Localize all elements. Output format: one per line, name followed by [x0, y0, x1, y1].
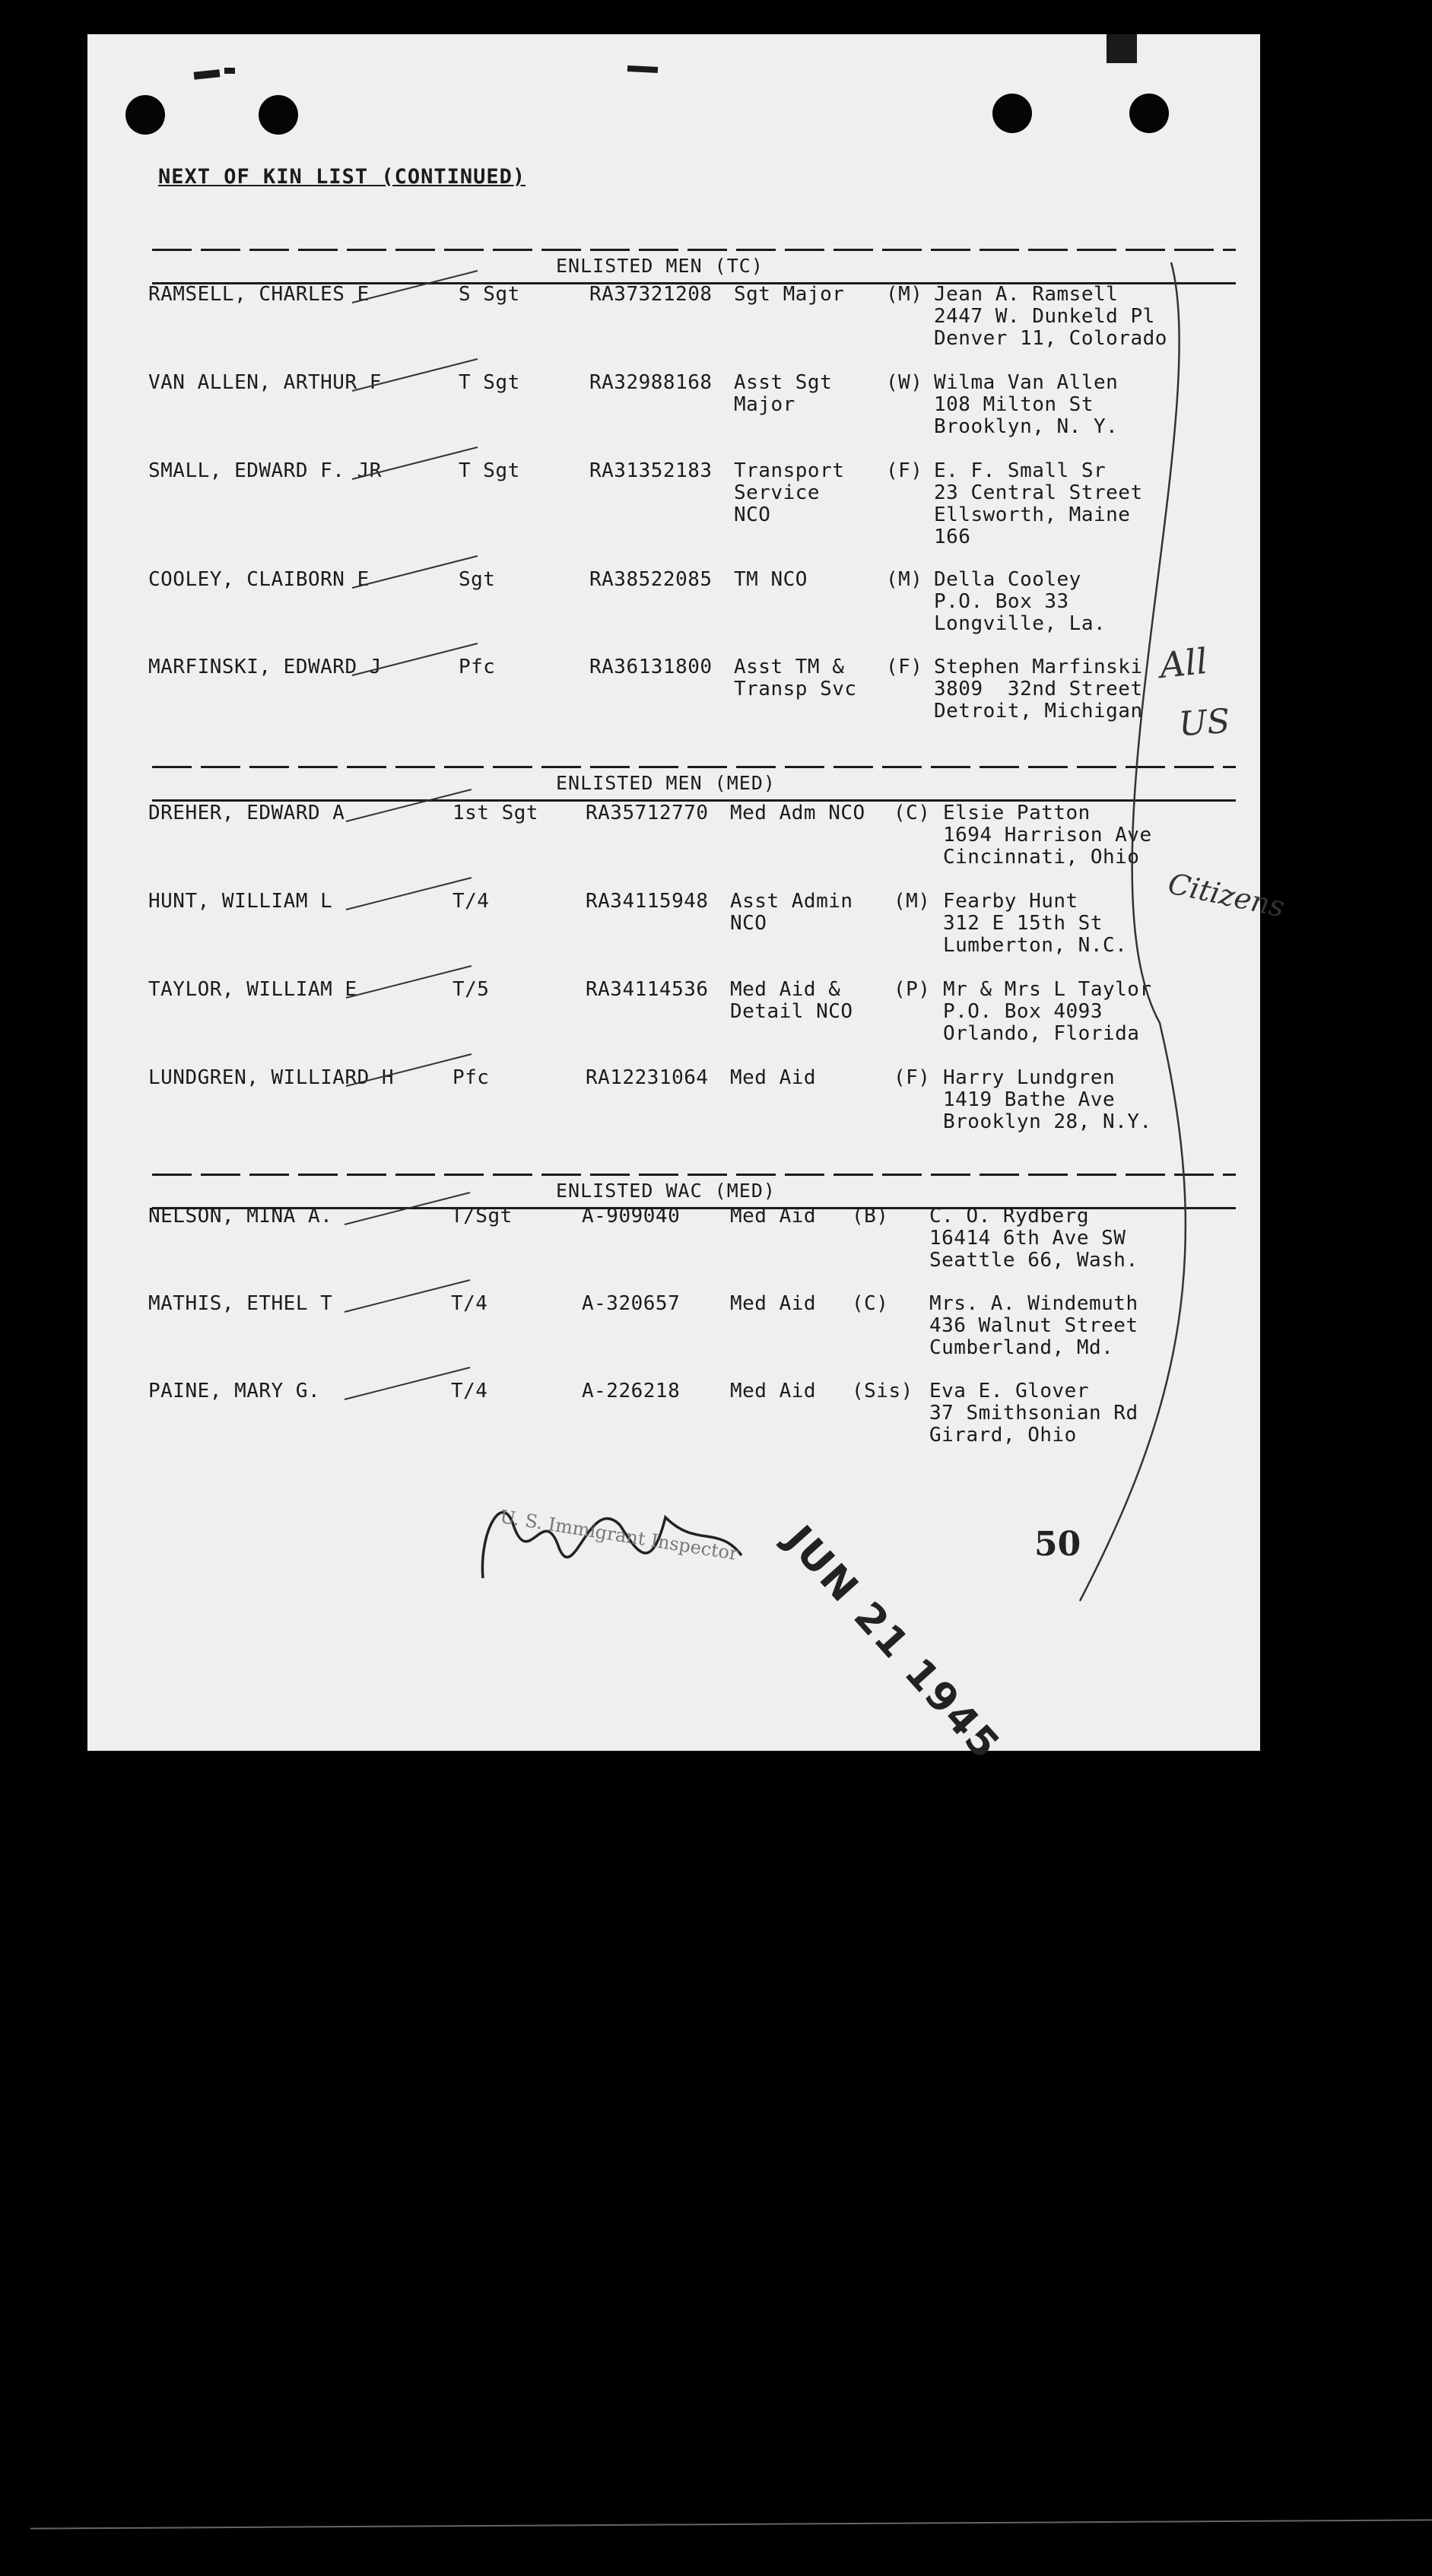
- address-line: 23 Central Street: [934, 481, 1143, 504]
- address-line: Elsie Patton: [943, 802, 1091, 824]
- address-line: Cumberland, Md.: [929, 1336, 1114, 1359]
- grade: T/Sgt: [451, 1205, 513, 1228]
- scan-edge-line: [30, 2519, 1432, 2529]
- address-line: 37 Smithsonian Rd: [929, 1402, 1138, 1425]
- address-line: 166: [934, 526, 971, 548]
- relationship: (F): [886, 656, 923, 678]
- duty-line: Med Adm NCO: [730, 802, 865, 824]
- address-line: Eva E. Glover: [929, 1380, 1089, 1402]
- address-line: P.O. Box 33: [934, 590, 1069, 613]
- section-heading: ENLISTED MEN (TC): [551, 255, 768, 277]
- person-name: LUNDGREN, WILLIARD H: [148, 1066, 395, 1089]
- grade: T/4: [452, 890, 490, 913]
- address-line: Mrs. A. Windemuth: [929, 1292, 1138, 1315]
- address-line: Mr & Mrs L Taylor: [943, 978, 1152, 1001]
- address-line: Stephen Marfinski: [934, 656, 1143, 678]
- person-name: MARFINSKI, EDWARD J: [148, 656, 382, 678]
- duty-line: NCO: [730, 912, 767, 935]
- serial-number: A-226218: [582, 1380, 681, 1402]
- date-stamp: JUN 21 1945: [776, 1517, 1009, 1770]
- margin-note: Citizens: [1165, 866, 1288, 924]
- grade: T Sgt: [459, 371, 520, 394]
- duty-line: Med Aid: [730, 1292, 817, 1315]
- duty-line: Sgt Major: [734, 283, 845, 306]
- document-page: [87, 34, 1288, 1770]
- address-line: Seattle 66, Wash.: [929, 1249, 1138, 1272]
- person-name: NELSON, MINA A.: [148, 1205, 333, 1228]
- serial-number: RA37321208: [589, 283, 713, 306]
- duty-line: Major: [734, 393, 795, 416]
- relationship: (W): [886, 371, 923, 394]
- grade: Pfc: [459, 656, 496, 678]
- address-line: Longville, La.: [934, 612, 1107, 635]
- duty-line: Detail NCO: [730, 1000, 853, 1023]
- serial-number: RA38522085: [589, 568, 713, 591]
- grade: 1st Sgt: [452, 802, 539, 824]
- address-line: Harry Lundgren: [943, 1066, 1116, 1089]
- relationship: (C): [852, 1292, 889, 1315]
- duty-line: Asst TM &: [734, 656, 845, 678]
- section-heading: ENLISTED WAC (MED): [551, 1180, 780, 1202]
- address-line: Jean A. Ramsell: [934, 283, 1119, 306]
- serial-number: RA34115948: [586, 890, 709, 913]
- serial-number: RA31352183: [589, 459, 713, 482]
- duty-line: Med Aid: [730, 1205, 817, 1228]
- margin-note: US: [1177, 701, 1231, 745]
- address-line: 2447 W. Dunkeld Pl: [934, 305, 1155, 328]
- address-line: Brooklyn 28, N.Y.: [943, 1110, 1152, 1133]
- address-line: Brooklyn, N. Y.: [934, 415, 1119, 438]
- address-line: 312 E 15th St: [943, 912, 1103, 935]
- address-line: 436 Walnut Street: [929, 1314, 1138, 1337]
- grade: T Sgt: [459, 459, 520, 482]
- grade: Pfc: [452, 1066, 490, 1089]
- grade: S Sgt: [459, 283, 520, 306]
- address-line: 3809 32nd Street: [934, 678, 1143, 700]
- address-line: Della Cooley: [934, 568, 1081, 591]
- address-line: Denver 11, Colorado: [934, 327, 1167, 350]
- address-line: Ellsworth, Maine: [934, 503, 1131, 526]
- relationship: (M): [886, 283, 923, 306]
- address-line: Cincinnati, Ohio: [943, 846, 1140, 869]
- duty-line: Med Aid: [730, 1066, 817, 1089]
- duty-line: Med Aid &: [730, 978, 841, 1001]
- section-heading: ENLISTED MEN (MED): [551, 772, 780, 794]
- address-line: 108 Milton St: [934, 393, 1094, 416]
- serial-number: RA34114536: [586, 978, 709, 1001]
- person-name: HUNT, WILLIAM L: [148, 890, 333, 913]
- signature-caption: U. S. Immigrant Inspector: [498, 1506, 740, 1565]
- margin-note: All: [1157, 640, 1210, 687]
- relationship: (P): [894, 978, 931, 1001]
- address-line: Wilma Van Allen: [934, 371, 1119, 394]
- serial-number: A-909040: [582, 1205, 681, 1228]
- address-line: Lumberton, N.C.: [943, 934, 1128, 957]
- duty-line: Transport: [734, 459, 845, 482]
- grade: T/4: [451, 1380, 488, 1402]
- address-line: E. F. Small Sr: [934, 459, 1107, 482]
- duty-line: TM NCO: [734, 568, 808, 591]
- address-line: Detroit, Michigan: [934, 700, 1143, 723]
- grade: T/4: [451, 1292, 488, 1315]
- serial-number: RA12231064: [586, 1066, 709, 1089]
- serial-number: RA35712770: [586, 802, 709, 824]
- address-line: 1694 Harrison Ave: [943, 824, 1152, 846]
- address-line: C. O. Rydberg: [929, 1205, 1089, 1228]
- person-name: VAN ALLEN, ARTHUR F: [148, 371, 382, 394]
- serial-number: RA36131800: [589, 656, 713, 678]
- relationship: (F): [886, 459, 923, 482]
- person-name: DREHER, EDWARD A: [148, 802, 345, 824]
- person-name: COOLEY, CLAIBORN E: [148, 568, 370, 591]
- person-name: PAINE, MARY G.: [148, 1380, 321, 1402]
- duty-line: Asst Admin: [730, 890, 853, 913]
- grade: Sgt: [459, 568, 496, 591]
- person-name: TAYLOR, WILLIAM E: [148, 978, 357, 1001]
- relationship: (C): [894, 802, 931, 824]
- page-number: 50: [1034, 1525, 1081, 1564]
- duty-line: Service: [734, 481, 821, 504]
- relationship: (F): [894, 1066, 931, 1089]
- address-line: Girard, Ohio: [929, 1424, 1077, 1447]
- address-line: 1419 Bathe Ave: [943, 1088, 1116, 1111]
- address-line: P.O. Box 4093: [943, 1000, 1103, 1023]
- duty-line: Asst Sgt: [734, 371, 833, 394]
- person-name: RAMSELL, CHARLES E: [148, 283, 370, 306]
- serial-number: A-320657: [582, 1292, 681, 1315]
- page-title: NEXT OF KIN LIST (CONTINUED): [158, 165, 526, 189]
- address-line: 16414 6th Ave SW: [929, 1227, 1126, 1250]
- relationship: (B): [852, 1205, 889, 1228]
- address-line: Fearby Hunt: [943, 890, 1078, 913]
- serial-number: RA32988168: [589, 371, 713, 394]
- relationship: (Sis): [852, 1380, 913, 1402]
- person-name: MATHIS, ETHEL T: [148, 1292, 333, 1315]
- person-name: SMALL, EDWARD F. JR: [148, 459, 382, 482]
- relationship: (M): [894, 890, 931, 913]
- relationship: (M): [886, 568, 923, 591]
- pen-marks: [87, 34, 1260, 1751]
- address-line: Orlando, Florida: [943, 1022, 1140, 1045]
- grade: T/5: [452, 978, 490, 1001]
- duty-line: NCO: [734, 503, 771, 526]
- duty-line: Med Aid: [730, 1380, 817, 1402]
- duty-line: Transp Svc: [734, 678, 857, 700]
